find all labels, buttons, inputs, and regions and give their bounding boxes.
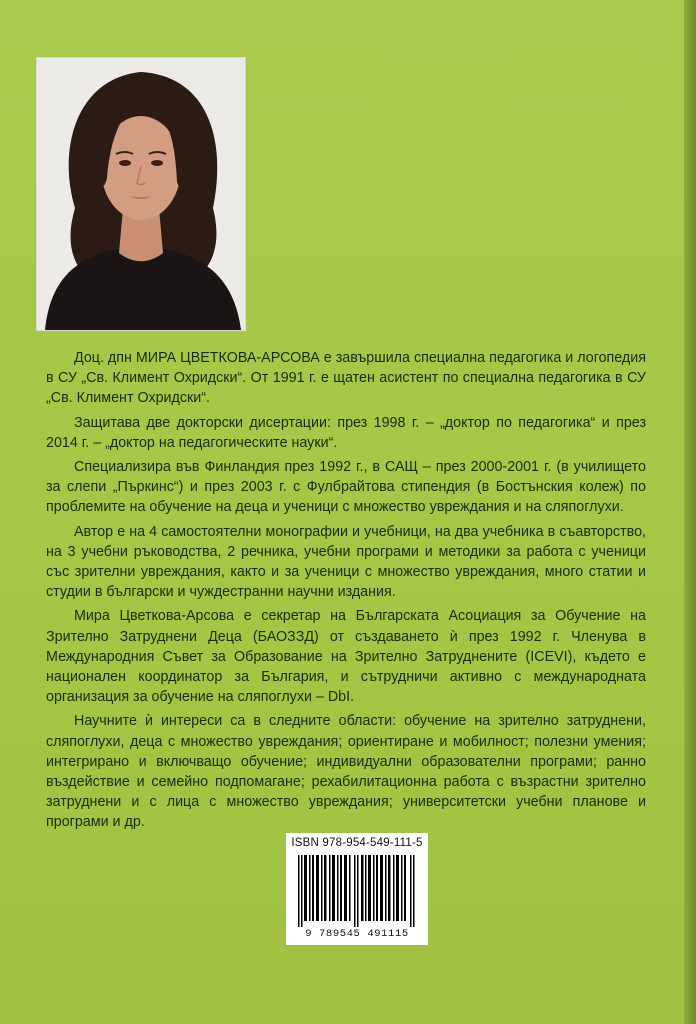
author-photo xyxy=(36,57,246,331)
isbn-label: ISBN 978-954-549-111-5 xyxy=(291,837,423,849)
isbn-barcode-block xyxy=(286,833,428,945)
bio-paragraph: Специализира във Финландия през 1992 г., в САЩ – през 2000-2001 г. (в училището за слепи „Пъркинс“) и през 2003 г. с Фулбрайтова стипендия (в Бостънския колеж) по проблемите на обучение на деца и ученици с множество увреждания и на сляпоглухи. xyxy=(46,459,646,516)
barcode-icon xyxy=(298,855,416,927)
bio-paragraph: Доц. дпн МИРА ЦВЕТКОВА-АРСОВА е завършила специална педагогика и логопедия в СУ „Св. Климент Охридски“. От 1991 г. е щатен асистент по специална педагогика в СУ „Св. Климент Охридски“. xyxy=(46,350,647,407)
isbn-barcode-digits: 9 789545 491115 xyxy=(305,928,409,940)
bio-paragraph: Научните ѝ интереси са в следните области: обучение на зрително затруднени, сляпоглухи, деца с множество увреждания; ориентиране и мобилност; полезни умения; интегрирано и включващо обучение; индивидуални образователни програми; ранно въздействие и семейно подпомагане; рехабилитационна работа с възрастни зрително затруднени и с лица с множество увреждания; университетски учебни планове и програми и др. xyxy=(46,713,646,831)
bio-paragraph: Автор е на 4 самостоятелни монографии и учебници, на два учебника в съавторство, на 3 учебни ръководства, 2 речника, учебни програми и методики за работа с ученици със зрителни увреждания, както и за ученици с множество увреждания, много статии и студии в български и чуждестранни научни издания. xyxy=(46,523,646,601)
book-spine-edge xyxy=(684,0,696,1024)
author-biography xyxy=(46,348,646,837)
bio-paragraph: Мира Цветкова-Арсова е секретар на Българската Асоциация за Обучение на Зрително Затруднени Деца (БАОЗЗД) от създаването ѝ през 1992 г. Членува в Международния Съвет за Образование на Зрително Затруднените (ICEVI), където е национален координатор за България, и сътрудничи активно с международната организация за обучение на сляпоглухи – DbI. xyxy=(46,608,646,706)
bio-paragraph: Защитава две докторски дисертации: през 1998 г. – „доктор по педагогика“ и през 2014 г. – „доктор на педагогическите науки“. xyxy=(46,414,646,451)
